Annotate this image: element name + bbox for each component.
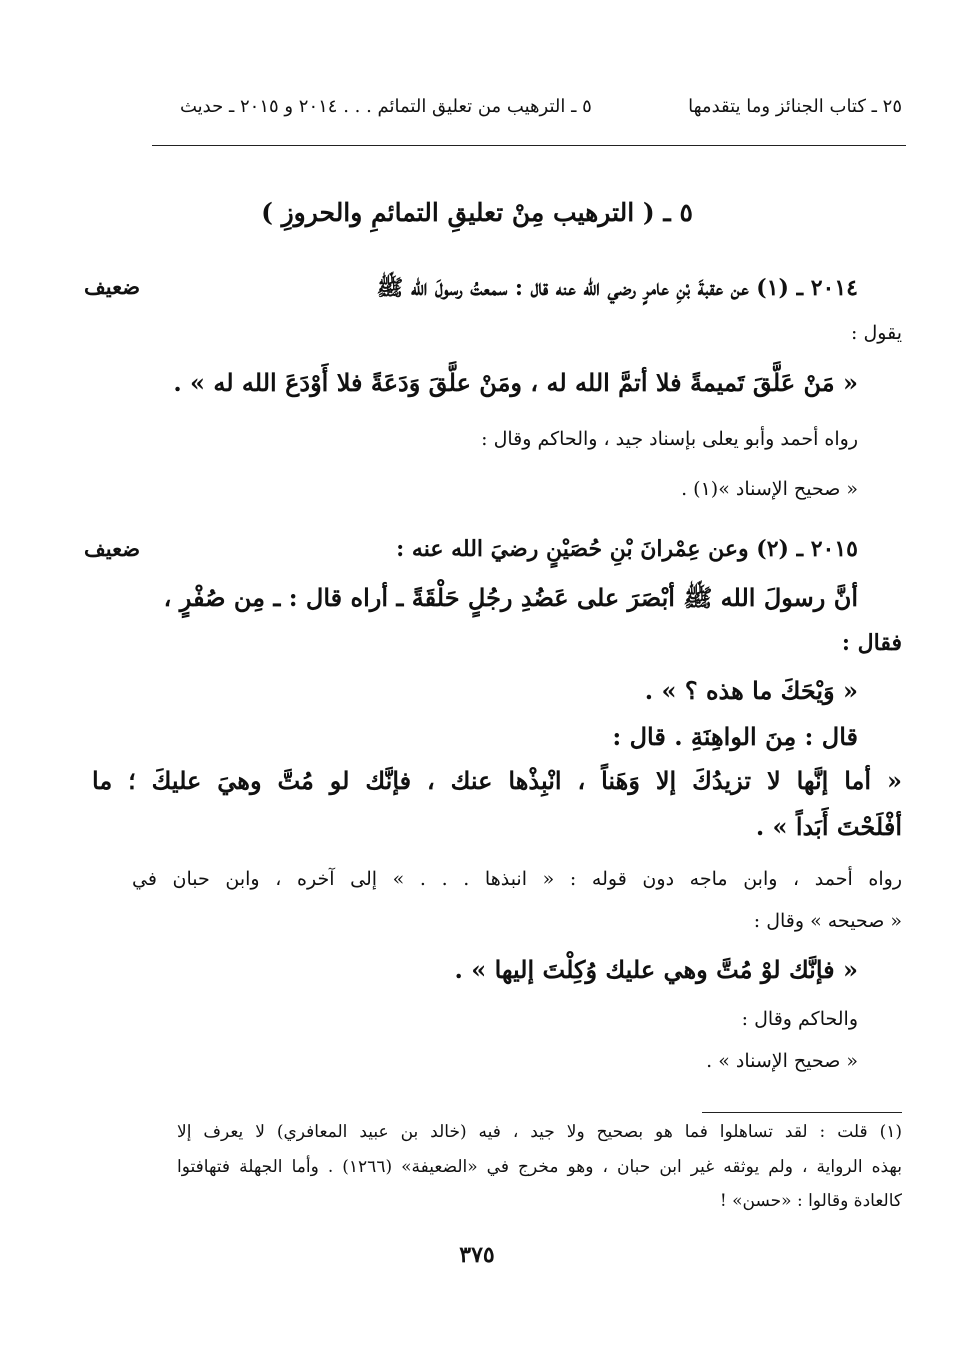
footnote-line: كالعادة وقالوا : «حسن» ! <box>719 1191 902 1211</box>
section-title: ٥ ـ ( الترهيب مِنْ تعليقِ التمائمِ والحروزِ ) <box>261 198 693 227</box>
hadith-2015-hakim: والحاكم وقال : <box>741 1008 858 1030</box>
hadith-2014-sahih: « صحيح الإسناد »(١) . <box>681 478 858 500</box>
hadith-2014-intro: ٢٠١٤ ـ (١) عن عقبةَ بْنِ عامرٍ رضي الله عنه قال : سمعتُ رسولَ الله ﷺ <box>376 275 858 301</box>
hadith-2015-sahih: « صحيح الإسناد » . <box>706 1050 858 1072</box>
footnote-line: بهذه الرواية ، ولم يوثقه غير ابن حبان ، وهو مخرج في «الضعيفة» (١٢٦٦) . وأما الجهلة فتهافتوا <box>177 1157 902 1177</box>
hadith-2015-narration: رواه أحمد ، وابن ماجه دون قوله : « انبذها . . . » إلى آخره ، وابن حبان في <box>132 868 902 890</box>
running-header <box>180 96 902 130</box>
hadith-2014-text: « مَنْ عَلَّقَ تَميمةً فلا أتمَّ الله له ، ومَنْ علَّقَ وَدَعَةً فلا أَوْدَعَ الله له » . <box>173 368 858 397</box>
hadith-2015-ibn-hibban-text: « فإنَّك لوْ مُتَّ وهي عليك وُكِلْتَ إليها » . <box>454 955 858 984</box>
hadith-2015-intro: ٢٠١٥ ـ (٢) وعن عِمْرانَ بْنِ حُصَيْنٍ رضيَ الله عنه : <box>396 536 858 562</box>
hadith-2014-narration: رواه أحمد وأبو يعلى بإسناد جيد ، والحاكم وقال : <box>481 428 858 450</box>
hadith-2015-line: أفْلَحْتَ أَبَداً » . <box>755 812 902 841</box>
header-section: ٥ ـ الترهيب من تعليق التمائم . . . ٢٠١٤ و ٢٠١٥ ـ حديث <box>180 96 592 117</box>
hadith-2015-line: « أما إنَّها لا تزيدُكَ إلا وَهَناً ، انْبِذْها عنك ، فإنَّك لو مُتَّ وهيَ عليكَ ؛ ما <box>92 766 903 795</box>
hadith-2015-narration: « صحيحه » وقال : <box>753 910 902 932</box>
hadith-2015-grade: ضعيف <box>84 536 141 561</box>
footnote-rule <box>702 1112 902 1113</box>
header-chapter: ٢٥ ـ كتاب الجنائز وما يتقدمها <box>688 96 902 117</box>
hadith-2015-line: قال : مِنَ الواهِنَةِ . قال : <box>612 722 858 751</box>
hadith-2014-continuation: يقول : <box>851 322 902 344</box>
hadith-2014-grade: ضعيف <box>84 274 141 299</box>
hadith-2015-line: أنَّ رسولَ الله ﷺ أبْصَرَ على عَضُدِ رجُلٍ حَلْقَةً ـ أراه قال : ـ مِن صُفْرٍ ، <box>163 583 858 612</box>
header-rule <box>152 145 906 146</box>
hadith-2015-line: فقال : <box>841 630 902 656</box>
hadith-2015-line: « وَيْحَكَ ما هذه ؟ » . <box>644 676 858 705</box>
footnote-line: (١) قلت : لقد تساهلوا فما هو بصحيح ولا جيد ، فيه (خالد بن عبيد المعافري) لا يعرف إلا <box>177 1122 902 1142</box>
page-number: ٣٧٥ <box>459 1242 495 1268</box>
